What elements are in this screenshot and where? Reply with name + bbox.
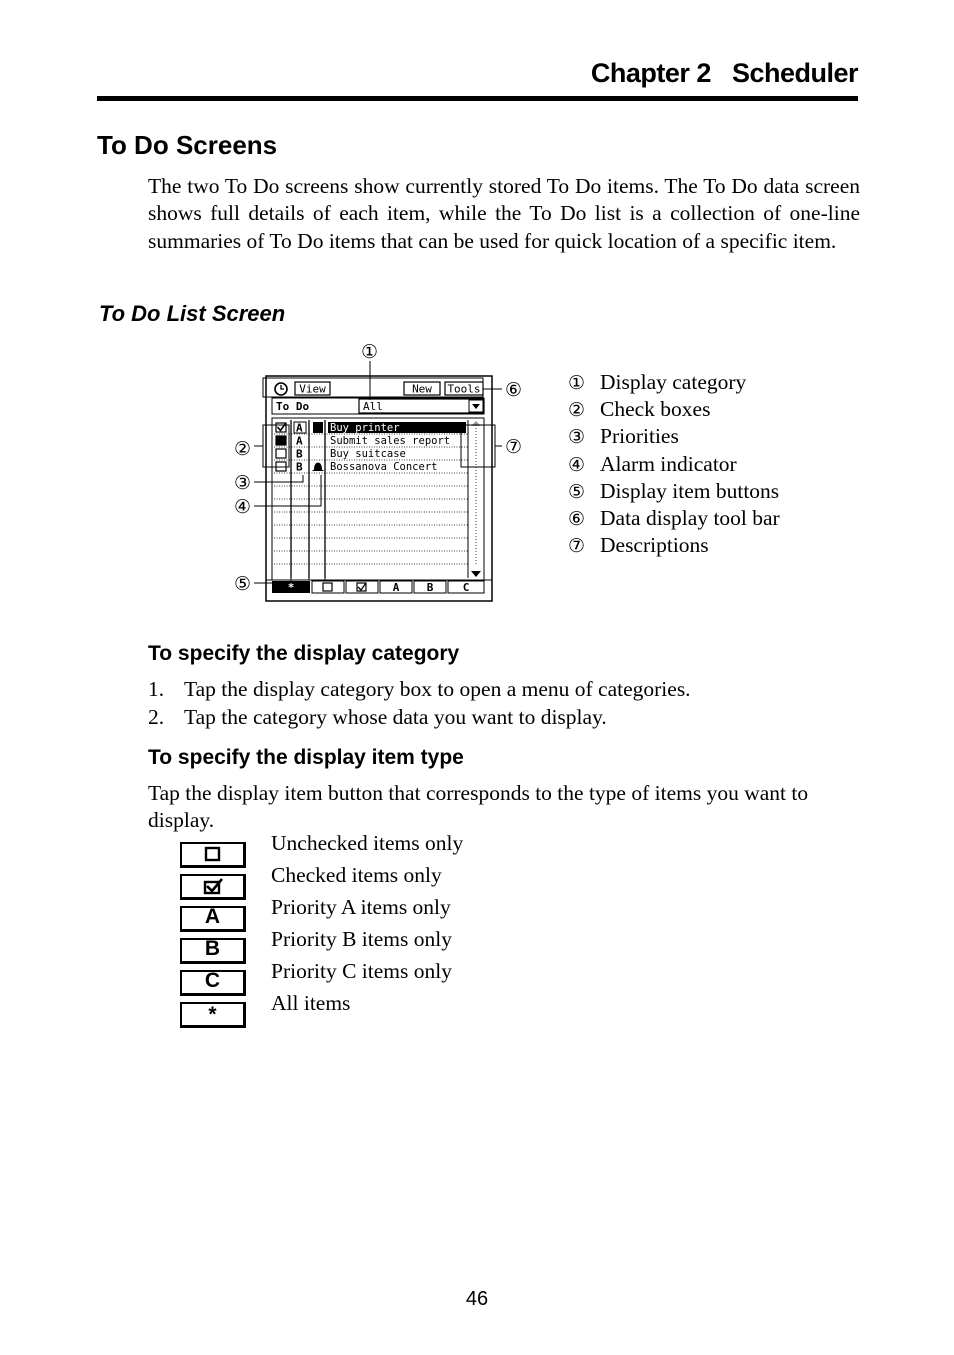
svg-text:View: View	[299, 382, 326, 396]
svg-text:Submit sales report: Submit sales report	[330, 435, 451, 447]
priority-c-icon: C	[204, 969, 221, 992]
callout-5: ⑤	[234, 573, 252, 595]
button-description: Checked items only	[271, 863, 442, 887]
svg-text:B: B	[426, 581, 434, 594]
list-row[interactable]	[276, 461, 437, 474]
priority-a-button	[180, 906, 246, 932]
legend-item: ⑤ Display item buttons	[568, 478, 780, 503]
filter-checked-button[interactable]	[346, 581, 378, 593]
legend-item: ① Display category	[568, 370, 747, 394]
step-item: 1. Tap the display category box to open a menu of categories.	[148, 677, 691, 701]
svg-text:Buy printer: Buy printer	[330, 422, 400, 434]
chapter-header: Chapter 2 Scheduler	[590, 58, 858, 88]
priority-b-icon: B	[204, 937, 221, 960]
svg-text:Tools: Tools	[447, 382, 481, 396]
legend-item: ⑦ Descriptions	[568, 533, 709, 558]
svg-text:New: New	[412, 382, 432, 396]
all-items-button	[180, 1002, 246, 1028]
button-description: All items	[271, 991, 351, 1015]
list-screen-title: To Do List Screen	[99, 301, 286, 326]
legend-item: ② Check boxes	[568, 397, 711, 422]
checkbox-icon	[204, 846, 222, 862]
header-rule	[97, 96, 858, 101]
page-number: 46	[465, 1288, 489, 1310]
svg-text:A: A	[296, 421, 303, 435]
svg-text:C: C	[462, 581, 470, 594]
item-type-intro: Tap the display item button that corresponds to the type of items you want to display.	[148, 781, 809, 833]
callout-2: ②	[234, 438, 252, 460]
priority-c-button	[180, 970, 246, 996]
tools-button[interactable]	[445, 382, 483, 396]
button-description: Unchecked items only	[271, 831, 464, 855]
callout-6: ⑥	[505, 379, 523, 401]
filter-unchecked-button[interactable]	[312, 581, 344, 593]
legend-item: ④ Alarm indicator	[568, 451, 737, 476]
legend-item: ③ Priorities	[568, 424, 679, 449]
button-description: Priority A items only	[271, 895, 451, 919]
list-row[interactable]	[276, 422, 466, 435]
section-title: To Do Screens	[97, 130, 278, 160]
svg-text:B: B	[296, 447, 303, 461]
svg-text:All: All	[363, 400, 383, 413]
step-item: 2. Tap the category whose data you want to display.	[148, 705, 607, 729]
app-label: To Do	[276, 400, 310, 413]
callout-3: ③	[234, 472, 252, 494]
category-heading: To specify the display category	[148, 642, 460, 665]
checked-box-icon	[203, 878, 225, 895]
category-steps	[148, 675, 691, 731]
button-description: Priority B items only	[271, 927, 452, 951]
callout-7: ⑦	[505, 436, 523, 458]
svg-text:B: B	[296, 460, 303, 474]
button-description: Priority C items only	[271, 959, 452, 983]
svg-text:Bossanova Concert: Bossanova Concert	[330, 461, 438, 473]
checked-items-button	[180, 874, 246, 900]
category-dropdown[interactable]	[359, 399, 484, 413]
todo-list-screen-illustration	[224, 338, 534, 606]
view-button[interactable]	[295, 382, 330, 396]
svg-text:*: *	[287, 581, 295, 594]
priority-b-button	[180, 938, 246, 964]
priority-a-icon: A	[204, 905, 221, 928]
item-type-heading: To specify the display item type	[148, 746, 464, 769]
callout-legend	[568, 369, 780, 559]
filter-priority-a-button[interactable]	[380, 581, 412, 594]
filter-priority-c-button[interactable]	[448, 581, 484, 594]
unchecked-items-button	[180, 842, 246, 868]
filter-priority-b-button[interactable]	[414, 581, 446, 594]
svg-text:Buy suitcase: Buy suitcase	[330, 448, 406, 460]
callout-1: ①	[361, 341, 379, 363]
intro-paragraph: The two To Do screens show currently stored To Do items. The To Do data screen shows full details of each item, while the To Do list is a collection of one-line summaries of To Do items that can be used for quick location of a specific item.	[148, 174, 860, 253]
svg-text:A: A	[296, 434, 303, 448]
legend-item: ⑥ Data display tool bar	[568, 506, 780, 531]
svg-text:A: A	[392, 581, 400, 594]
list-row[interactable]	[276, 435, 450, 448]
callout-4: ④	[234, 496, 252, 518]
list-row[interactable]	[276, 448, 406, 461]
new-button[interactable]	[404, 382, 440, 396]
asterisk-icon: *	[208, 1003, 217, 1026]
